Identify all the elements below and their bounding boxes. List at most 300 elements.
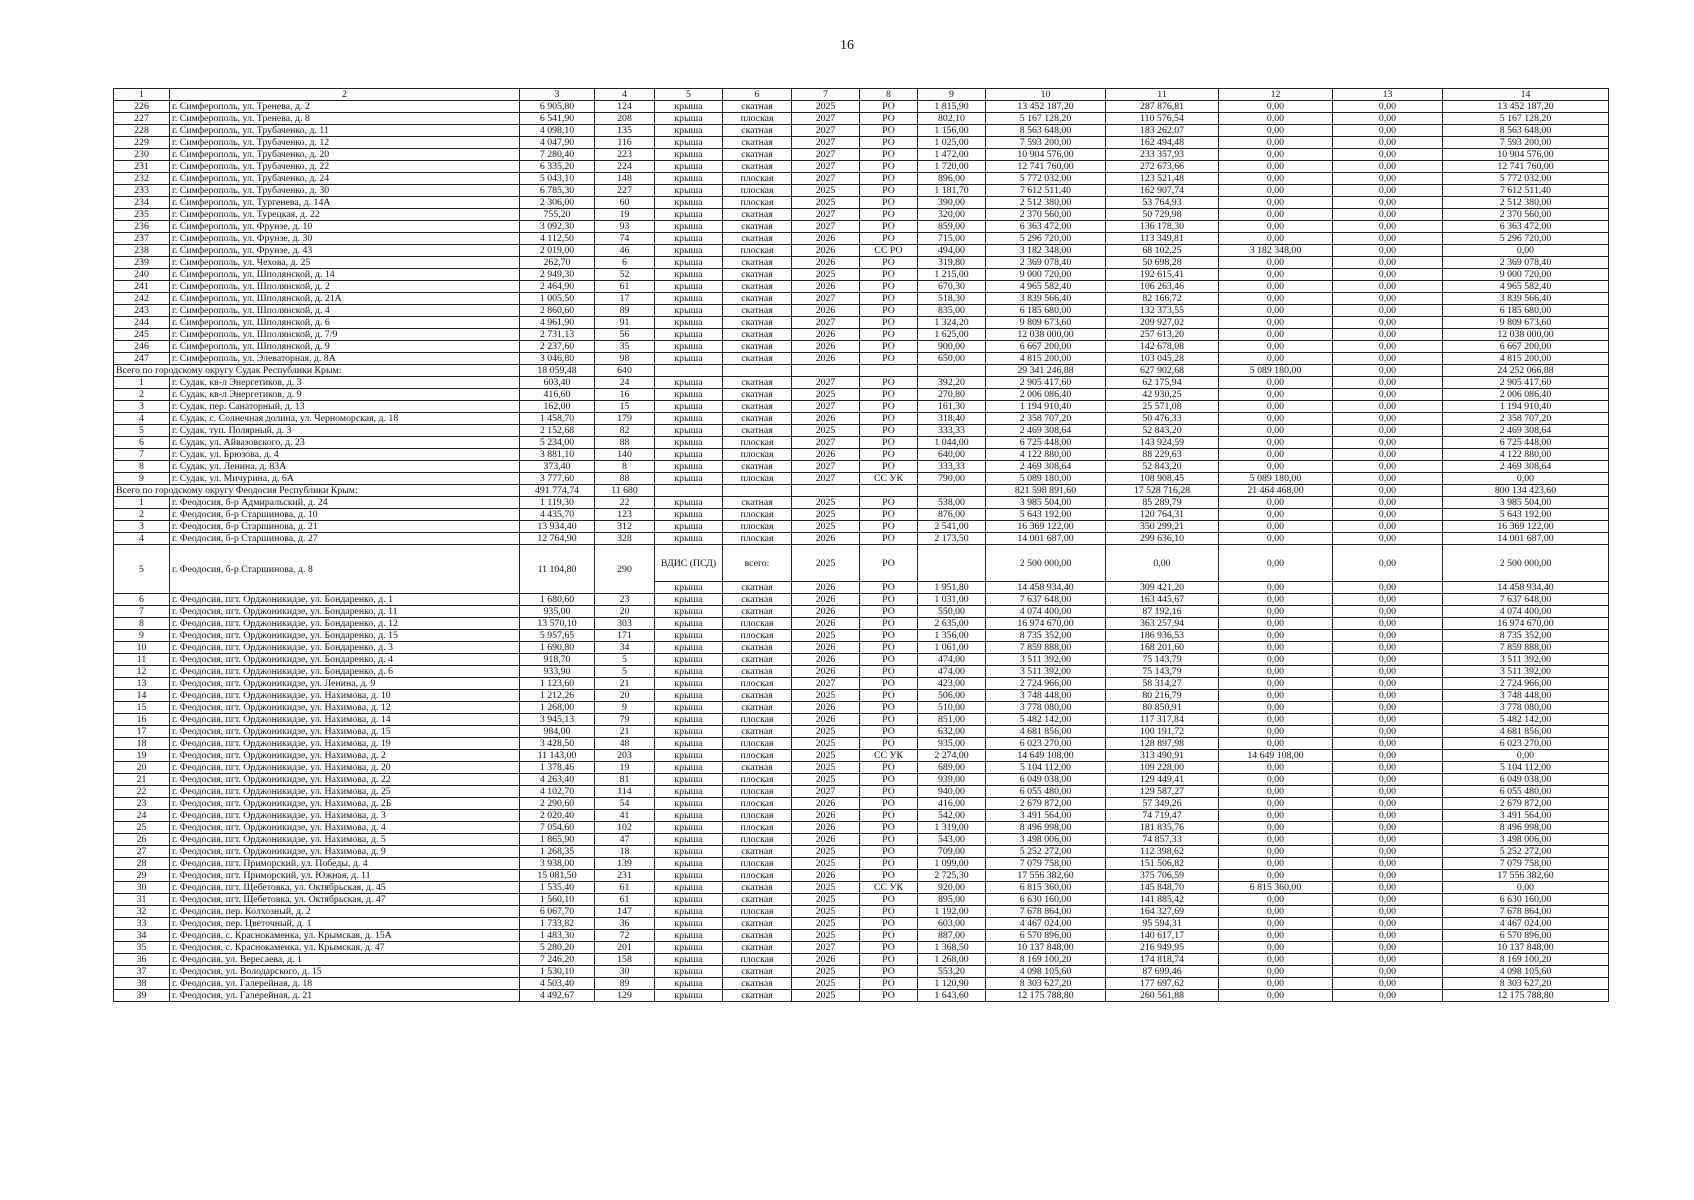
other-funds-cell: 0,00 [1333, 173, 1443, 185]
address-cell: г. Феодосия, пгт. Орджоникидзе, ул. Нахимова, д. 2 [170, 750, 520, 762]
funding-source-cell: РО [860, 461, 918, 473]
funding-source-cell: РО [860, 173, 918, 185]
residents-count-cell: 88 [595, 437, 655, 449]
residents-count-cell: 48 [595, 738, 655, 750]
owner-funds-cell: 0,00 [1219, 101, 1333, 113]
header-cell-row-number: 1 [114, 89, 170, 101]
address-cell: г. Феодосия, пгт. Орджоникидзе, ул. Ленина, д. 9 [170, 678, 520, 690]
other-funds-cell: 0,00 [1333, 894, 1443, 906]
work-type-cell: крыша [655, 461, 723, 473]
owner-funds-cell: 0,00 [1219, 690, 1333, 702]
repair-year-cell: 2025 [792, 269, 860, 281]
table-row [114, 125, 1609, 137]
address-cell: г. Феодосия, с. Краснокаменка, ул. Крымская, д. 15А [170, 930, 520, 942]
roof-type-cell: скатная [723, 930, 792, 942]
estimate-cost-cell: 168 201,60 [1106, 642, 1219, 654]
work-type-cell: крыша [655, 161, 723, 173]
work-type-cell: крыша [655, 305, 723, 317]
residents-count-cell: 54 [595, 798, 655, 810]
funding-source-cell: РО [860, 666, 918, 678]
row-number-cell: 10 [114, 642, 170, 654]
work-type-cell: крыша [655, 209, 723, 221]
residents-count-cell: 21 [595, 678, 655, 690]
funding-source-cell: РО [860, 618, 918, 630]
total-cost-cell: 12 175 788,80 [986, 990, 1106, 1002]
total-cost-cell: 3 839 566,40 [986, 293, 1106, 305]
work-type-cell: крыша [655, 389, 723, 401]
estimate-cost-cell: 80 850,91 [1106, 702, 1219, 714]
repair-year-cell: 2025 [792, 509, 860, 521]
repair-year-cell: 2027 [792, 678, 860, 690]
address-cell: г. Феодосия, ул. Галерейная, д. 18 [170, 978, 520, 990]
header-cell-total-cost: 10 [986, 89, 1106, 101]
roof-type-cell: скатная [723, 642, 792, 654]
funding-source-cell: СС УК [860, 750, 918, 762]
table-row [114, 846, 1609, 858]
estimate-cost-cell: 110 576,54 [1106, 113, 1219, 125]
fund-funds-cell: 4 681 856,00 [1443, 726, 1609, 738]
funding-source-cell: РО [860, 714, 918, 726]
other-funds-cell: 0,00 [1333, 654, 1443, 666]
total-cost-cell: 14 001 687,00 [986, 533, 1106, 545]
roof-type-cell: скатная [723, 209, 792, 221]
work-type-cell: крыша [655, 630, 723, 642]
total-area-cell: 5 234,00 [520, 437, 595, 449]
total-cost-cell: 16 974 670,00 [986, 618, 1106, 630]
address-cell: г. Феодосия, пгт. Орджоникидзе, ул. Нахимова, д. 19 [170, 738, 520, 750]
residents-count-cell: 102 [595, 822, 655, 834]
header-cell-funding-source: 8 [860, 89, 918, 101]
row-number-cell: 28 [114, 858, 170, 870]
total-area-cell: 2 860,60 [520, 305, 595, 317]
residents-count-cell: 74 [595, 233, 655, 245]
residents-count-cell: 15 [595, 401, 655, 413]
other-funds-cell: 0,00 [1333, 834, 1443, 846]
repair-year-cell: 2027 [792, 317, 860, 329]
table-row [114, 533, 1609, 545]
row-number-cell: 36 [114, 954, 170, 966]
total-area-cell: 918,70 [520, 654, 595, 666]
residents-count-cell: 61 [595, 281, 655, 293]
fund-funds-cell: 7 593 200,00 [1443, 137, 1609, 149]
estimate-cost-cell: 108 908,45 [1106, 473, 1219, 485]
funding-source-cell: РО [860, 521, 918, 533]
fund-funds-cell: 5 167 128,20 [1443, 113, 1609, 125]
fund-funds-cell: 7 859 888,00 [1443, 642, 1609, 654]
other-funds-cell: 0,00 [1333, 401, 1443, 413]
roof-area-cell: 1 951,80 [918, 582, 986, 594]
table-row [114, 461, 1609, 473]
funding-source-cell: СС УК [860, 473, 918, 485]
roof-area-cell: 553,20 [918, 966, 986, 978]
total-cost-cell: 2 006 086,40 [986, 389, 1106, 401]
address-cell: г. Симферополь, ул. Турецкая, д. 22 [170, 209, 520, 221]
owner-funds-cell: 0,00 [1219, 305, 1333, 317]
address-cell: г. Симферополь, ул. Чехова, д. 25 [170, 257, 520, 269]
residents-count-cell: 22 [595, 497, 655, 509]
roof-area-cell: 650,00 [918, 353, 986, 365]
work-type-cell: крыша [655, 509, 723, 521]
total-cost-cell: 2 369 078,40 [986, 257, 1106, 269]
total-area-cell: 1 212,26 [520, 690, 595, 702]
row-number-cell: 30 [114, 882, 170, 894]
funding-source-cell: СС УК [860, 882, 918, 894]
row-number-cell: 246 [114, 341, 170, 353]
roof-type-cell: скатная [723, 413, 792, 425]
total-cost-cell: 8 496 998,00 [986, 822, 1106, 834]
funding-source-cell: РО [860, 257, 918, 269]
table-row [114, 906, 1609, 918]
estimate-cost-cell: 87 699,46 [1106, 966, 1219, 978]
funding-source-cell: РО [860, 798, 918, 810]
row-number-cell: 33 [114, 918, 170, 930]
work-type-cell: крыша [655, 233, 723, 245]
table-row [114, 666, 1609, 678]
total-cost-cell: 3 778 080,00 [986, 702, 1106, 714]
estimate-cost-cell: 174 818,74 [1106, 954, 1219, 966]
table-row [114, 377, 1609, 389]
roof-type-cell: скатная [723, 690, 792, 702]
owner-funds-cell: 0,00 [1219, 437, 1333, 449]
roof-area-cell: 835,00 [918, 305, 986, 317]
row-number-cell: 12 [114, 666, 170, 678]
total-area-cell: 2 949,30 [520, 269, 595, 281]
row-number-cell: 37 [114, 966, 170, 978]
table-row [114, 786, 1609, 798]
other-funds-cell: 0,00 [1333, 786, 1443, 798]
roof-area-cell: 900,00 [918, 341, 986, 353]
address-cell: г. Феодосия, пгт. Орджоникидзе, ул. Бондаренко, д. 1 [170, 594, 520, 606]
residents-count-cell: 158 [595, 954, 655, 966]
total-area-cell: 1 268,35 [520, 846, 595, 858]
row-number-cell: 32 [114, 906, 170, 918]
row-number-cell: 2 [114, 389, 170, 401]
address-cell: г. Симферополь, ул. Трубаченко, д. 11 [170, 125, 520, 137]
roof-area-cell: 1 156,00 [918, 125, 986, 137]
other-funds-cell: 0,00 [1333, 293, 1443, 305]
funding-source-cell: РО [860, 906, 918, 918]
row-number-cell: 5 [114, 545, 170, 594]
roof-area-cell: 709,00 [918, 846, 986, 858]
owner-funds-cell: 0,00 [1219, 774, 1333, 786]
funding-source-cell: РО [860, 978, 918, 990]
table-row [114, 473, 1609, 485]
owner-funds-cell: 0,00 [1219, 377, 1333, 389]
roof-type-cell: скатная [723, 281, 792, 293]
table-row [114, 774, 1609, 786]
total-area-cell: 4 435,70 [520, 509, 595, 521]
row-number-cell: 245 [114, 329, 170, 341]
funding-source-cell: РО [860, 990, 918, 1002]
work-type-cell: крыша [655, 834, 723, 846]
owner-funds-cell: 6 815 360,00 [1219, 882, 1333, 894]
fund-funds-cell: 2 469 308,64 [1443, 461, 1609, 473]
work-type-cell: крыша [655, 101, 723, 113]
owner-funds-cell: 0,00 [1219, 918, 1333, 930]
residents-count-cell: 60 [595, 197, 655, 209]
residents-count-cell: 79 [595, 714, 655, 726]
total-area-cell: 1 733,82 [520, 918, 595, 930]
other-funds-cell: 0,00 [1333, 233, 1443, 245]
roof-type-cell: скатная [723, 882, 792, 894]
total-area-cell: 3 046,80 [520, 353, 595, 365]
funding-source-cell: РО [860, 726, 918, 738]
funding-source-cell: РО [860, 654, 918, 666]
table-row [114, 449, 1609, 461]
funding-source-cell: РО [860, 678, 918, 690]
funding-source-cell: РО [860, 738, 918, 750]
total-cost-cell: 4 122 880,00 [986, 449, 1106, 461]
roof-area-cell: 1 319,00 [918, 822, 986, 834]
fund-funds-cell: 8 496 998,00 [1443, 822, 1609, 834]
total-area-cell: 2 290,60 [520, 798, 595, 810]
header-cell-address: 2 [170, 89, 520, 101]
roof-area-cell: 1 472,00 [918, 149, 986, 161]
other-funds-cell: 0,00 [1333, 906, 1443, 918]
table-row [114, 930, 1609, 942]
residents-count-cell: 34 [595, 642, 655, 654]
residents-count-cell: 11 680 [595, 485, 655, 497]
total-area-cell: 2 152,68 [520, 425, 595, 437]
address-cell: г. Феодосия, пгт. Орджоникидзе, ул. Нахимова, д. 5 [170, 834, 520, 846]
owner-funds-cell: 0,00 [1219, 654, 1333, 666]
funding-source-cell: РО [860, 858, 918, 870]
repair-year-cell: 2027 [792, 221, 860, 233]
address-cell: г. Судак, пер. Санаторный, д. 13 [170, 401, 520, 413]
table-header-row [114, 89, 1609, 101]
repair-year-cell: 2025 [792, 930, 860, 942]
total-cost-cell: 6 570 896,00 [986, 930, 1106, 942]
address-cell: г. Феодосия, пгт. Орджоникидзе, ул. Нахимова, д. 15 [170, 726, 520, 738]
other-funds-cell: 0,00 [1333, 630, 1443, 642]
address-cell: г. Феодосия, пгт. Орджоникидзе, ул. Бондаренко, д. 12 [170, 618, 520, 630]
address-cell: г. Феодосия, пгт. Орджоникидзе, ул. Бондаренко, д. 15 [170, 630, 520, 642]
row-number-cell: 8 [114, 618, 170, 630]
total-cost-cell: 6 725 448,00 [986, 437, 1106, 449]
roof-area-cell: 542,00 [918, 810, 986, 822]
owner-funds-cell: 0,00 [1219, 762, 1333, 774]
residents-count-cell: 24 [595, 377, 655, 389]
address-cell: г. Судак, кв-л Энергетиков, д. 9 [170, 389, 520, 401]
work-type-cell [655, 365, 723, 377]
other-funds-cell: 0,00 [1333, 497, 1443, 509]
total-cost-cell: 5 482 142,00 [986, 714, 1106, 726]
table-row [114, 233, 1609, 245]
other-funds-cell: 0,00 [1333, 461, 1443, 473]
fund-funds-cell: 3 511 392,00 [1443, 666, 1609, 678]
table-row [114, 173, 1609, 185]
funding-source-cell: РО [860, 233, 918, 245]
table-row [114, 389, 1609, 401]
estimate-cost-cell: 183 262,07 [1106, 125, 1219, 137]
roof-area-cell: 632,00 [918, 726, 986, 738]
total-area-cell: 7 280,40 [520, 149, 595, 161]
header-cell-owner-funds: 12 [1219, 89, 1333, 101]
repair-year-cell: 2026 [792, 714, 860, 726]
total-area-cell: 13 934,40 [520, 521, 595, 533]
fund-funds-cell: 5 482 142,00 [1443, 714, 1609, 726]
estimate-cost-cell: 145 848,70 [1106, 882, 1219, 894]
address-cell: г. Феодосия, пгт. Приморский, ул. Победы, д. 4 [170, 858, 520, 870]
total-area-cell: 984,00 [520, 726, 595, 738]
table-row [114, 437, 1609, 449]
table-row [114, 209, 1609, 221]
address-cell: г. Симферополь, ул. Трубаченко, д. 20 [170, 149, 520, 161]
funding-source-cell: РО [860, 425, 918, 437]
estimate-cost-cell: 163 445,67 [1106, 594, 1219, 606]
table-row [114, 714, 1609, 726]
address-cell: г. Феодосия, б-р Старшинова, д. 21 [170, 521, 520, 533]
residents-count-cell: 147 [595, 906, 655, 918]
roof-area-cell: 1 031,00 [918, 594, 986, 606]
work-type-cell: крыша [655, 473, 723, 485]
residents-count-cell: 290 [595, 545, 655, 594]
roof-area-cell: 1 815,90 [918, 101, 986, 113]
table-row [114, 954, 1609, 966]
funding-source-cell: РО [860, 582, 918, 594]
estimate-cost-cell: 313 490,91 [1106, 750, 1219, 762]
repair-year-cell: 2025 [792, 630, 860, 642]
total-area-cell: 1 005,50 [520, 293, 595, 305]
residents-count-cell: 227 [595, 185, 655, 197]
repair-year-cell: 2025 [792, 521, 860, 533]
fund-funds-cell: 6 630 160,00 [1443, 894, 1609, 906]
residents-count-cell: 201 [595, 942, 655, 954]
roof-area-cell: 390,00 [918, 197, 986, 209]
row-number-cell: 29 [114, 870, 170, 882]
estimate-cost-cell: 129 587,27 [1106, 786, 1219, 798]
table-row [114, 990, 1609, 1002]
work-type-cell: крыша [655, 185, 723, 197]
total-area-cell: 4 503,40 [520, 978, 595, 990]
work-type-cell: крыша [655, 594, 723, 606]
row-number-cell: 242 [114, 293, 170, 305]
total-area-cell: 15 081,50 [520, 870, 595, 882]
total-area-cell: 4 098,10 [520, 125, 595, 137]
roof-type-cell: скатная [723, 762, 792, 774]
owner-funds-cell: 0,00 [1219, 990, 1333, 1002]
roof-type-cell: скатная [723, 137, 792, 149]
total-cost-cell: 3 498 006,00 [986, 834, 1106, 846]
fund-funds-cell: 6 570 896,00 [1443, 930, 1609, 942]
work-type-cell: крыша [655, 954, 723, 966]
total-area-cell: 2 019,00 [520, 245, 595, 257]
roof-type-cell: всего: [723, 545, 792, 582]
other-funds-cell: 0,00 [1333, 149, 1443, 161]
residents-count-cell: 5 [595, 666, 655, 678]
table-row [114, 834, 1609, 846]
estimate-cost-cell: 50 698,28 [1106, 257, 1219, 269]
repair-year-cell: 2025 [792, 894, 860, 906]
address-cell: г. Феодосия, пгт. Орджоникидзе, ул. Нахимова, д. 4 [170, 822, 520, 834]
funding-source-cell: РО [860, 834, 918, 846]
roof-area-cell: 859,00 [918, 221, 986, 233]
roof-area-cell: 423,00 [918, 678, 986, 690]
other-funds-cell: 0,00 [1333, 594, 1443, 606]
row-number-cell: 35 [114, 942, 170, 954]
roof-type-cell: плоская [723, 738, 792, 750]
address-cell: г. Феодосия, пгт. Орджоникидзе, ул. Нахимова, д. 10 [170, 690, 520, 702]
address-cell: г. Симферополь, ул. Трубаченко, д. 30 [170, 185, 520, 197]
repair-year-cell: 2026 [792, 449, 860, 461]
total-cost-cell: 12 038 000,00 [986, 329, 1106, 341]
owner-funds-cell: 0,00 [1219, 341, 1333, 353]
repair-year-cell: 2025 [792, 858, 860, 870]
residents-count-cell: 129 [595, 990, 655, 1002]
roof-type-cell: плоская [723, 678, 792, 690]
other-funds-cell: 0,00 [1333, 521, 1443, 533]
owner-funds-cell: 0,00 [1219, 606, 1333, 618]
roof-area-cell: 939,00 [918, 774, 986, 786]
address-cell: г. Симферополь, ул. Шполянской, д. 9 [170, 341, 520, 353]
roof-area-cell: 474,00 [918, 666, 986, 678]
owner-funds-cell: 0,00 [1219, 930, 1333, 942]
header-cell-fund-funds: 14 [1443, 89, 1609, 101]
estimate-cost-cell: 80 216,79 [1106, 690, 1219, 702]
other-funds-cell: 0,00 [1333, 161, 1443, 173]
roof-area-cell: 670,30 [918, 281, 986, 293]
owner-funds-cell: 0,00 [1219, 582, 1333, 594]
work-type-cell: ВДИС (ПСД) [655, 545, 723, 582]
owner-funds-cell: 21 464 468,00 [1219, 485, 1333, 497]
owner-funds-cell: 0,00 [1219, 497, 1333, 509]
fund-funds-cell: 2 370 560,00 [1443, 209, 1609, 221]
total-area-cell: 1 268,00 [520, 702, 595, 714]
work-type-cell: крыша [655, 942, 723, 954]
owner-funds-cell: 0,00 [1219, 161, 1333, 173]
row-number-cell: 230 [114, 149, 170, 161]
fund-funds-cell: 7 637 648,00 [1443, 594, 1609, 606]
residents-count-cell: 223 [595, 149, 655, 161]
work-type-cell: крыша [655, 762, 723, 774]
estimate-cost-cell: 82 166,72 [1106, 293, 1219, 305]
total-cost-cell: 7 678 864,00 [986, 906, 1106, 918]
total-area-cell: 1 530,10 [520, 966, 595, 978]
roof-type-cell: плоская [723, 786, 792, 798]
table-row [114, 281, 1609, 293]
other-funds-cell: 0,00 [1333, 413, 1443, 425]
repair-year-cell: 2026 [792, 257, 860, 269]
total-cost-cell: 14 458 934,40 [986, 582, 1106, 594]
owner-funds-cell: 0,00 [1219, 509, 1333, 521]
total-cost-cell: 8 563 648,00 [986, 125, 1106, 137]
table-row [114, 185, 1609, 197]
estimate-cost-cell: 75 143,79 [1106, 666, 1219, 678]
other-funds-cell: 0,00 [1333, 113, 1443, 125]
total-area-cell: 4 112,50 [520, 233, 595, 245]
other-funds-cell: 0,00 [1333, 269, 1443, 281]
repair-year-cell: 2026 [792, 606, 860, 618]
owner-funds-cell: 0,00 [1219, 269, 1333, 281]
row-number-cell: 39 [114, 990, 170, 1002]
owner-funds-cell: 0,00 [1219, 894, 1333, 906]
repair-year-cell: 2027 [792, 125, 860, 137]
total-area-cell: 4 263,40 [520, 774, 595, 786]
repair-year-cell: 2026 [792, 329, 860, 341]
roof-area-cell: 538,00 [918, 497, 986, 509]
address-cell: г. Симферополь, ул. Шполянской, д. 6 [170, 317, 520, 329]
address-cell: г. Симферополь, ул. Элеваторная, д. 8А [170, 353, 520, 365]
owner-funds-cell: 0,00 [1219, 533, 1333, 545]
fund-funds-cell: 2 679 872,00 [1443, 798, 1609, 810]
total-cost-cell: 6 815 360,00 [986, 882, 1106, 894]
other-funds-cell: 0,00 [1333, 389, 1443, 401]
roof-type-cell: плоская [723, 437, 792, 449]
estimate-cost-cell: 162 907,74 [1106, 185, 1219, 197]
other-funds-cell: 0,00 [1333, 449, 1443, 461]
total-cost-cell: 6 363 472,00 [986, 221, 1106, 233]
address-cell: г. Судак, туп. Полярный, д. 3 [170, 425, 520, 437]
